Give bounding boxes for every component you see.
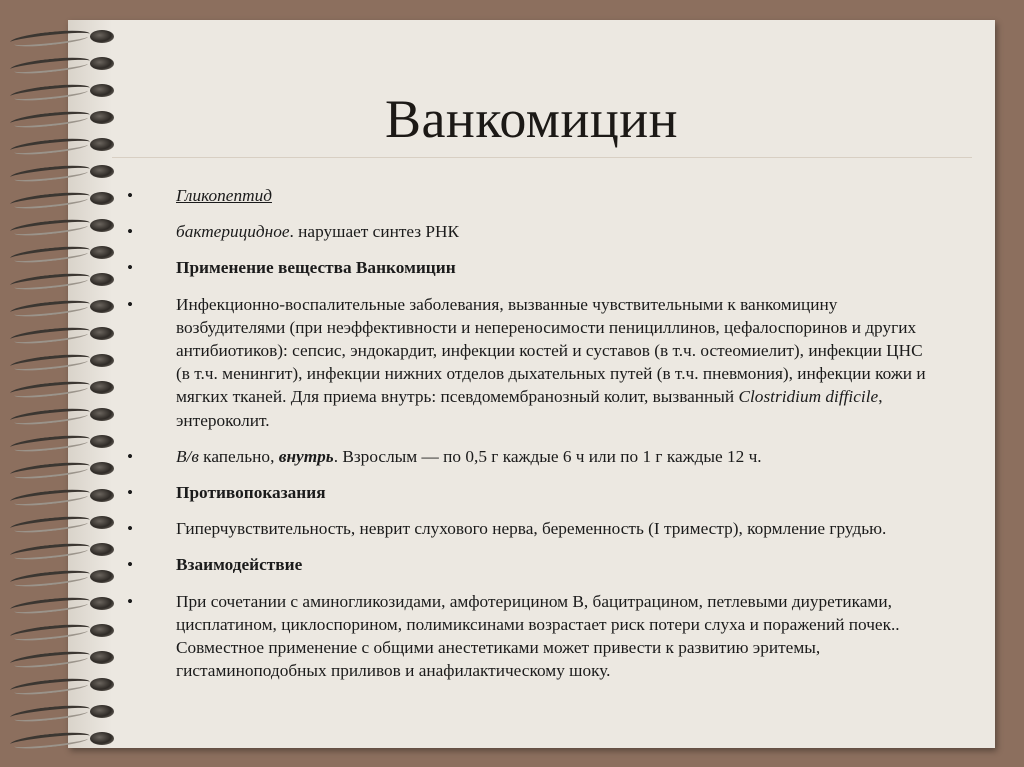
binding-ring	[10, 570, 108, 584]
list-item	[116, 445, 936, 468]
binding-ring	[10, 165, 108, 179]
binding-ring	[10, 624, 108, 638]
item-text: . Взрослым — по 0,5 г каждые 6 ч или по 1 г каждые 12 ч.	[333, 446, 762, 466]
binding-ring	[10, 192, 108, 206]
binding-ring	[10, 516, 108, 530]
binding-ring	[10, 651, 108, 665]
bullet-icon: •	[127, 294, 134, 314]
bullet-icon: •	[127, 555, 134, 575]
binding-ring	[10, 462, 108, 476]
binding-ring	[10, 30, 108, 44]
bullet-icon: •	[127, 258, 134, 278]
binding-ring	[10, 435, 108, 449]
binding-ring	[10, 273, 108, 287]
bullet-icon: •	[127, 483, 134, 503]
binding-ring	[10, 489, 108, 503]
list-item	[116, 256, 936, 279]
list-item	[116, 184, 936, 207]
item-text: капельно,	[198, 446, 279, 466]
item-text: внутрь	[278, 446, 334, 466]
list-item	[116, 553, 936, 576]
binding-ring	[10, 57, 108, 71]
binding-ring	[10, 408, 108, 422]
item-text: В/в	[176, 446, 199, 466]
binding-ring	[10, 732, 108, 746]
section-heading: Взаимодействие	[176, 555, 303, 575]
bullet-icon: •	[127, 222, 134, 242]
slide-title: Ванкомицин	[384, 89, 679, 149]
binding-ring	[10, 354, 108, 368]
item-text: бактерицидное	[176, 222, 290, 242]
bullet-icon: •	[127, 446, 134, 466]
binding-ring	[10, 246, 108, 260]
binding-ring	[10, 138, 108, 152]
item-text: . нарушает синтез РНК	[289, 222, 460, 242]
binding-ring	[10, 543, 108, 557]
binding-ring	[10, 111, 108, 125]
binding-ring	[10, 678, 108, 692]
section-heading: Применение вещества Ванкомицин	[176, 258, 456, 278]
binding-ring	[10, 597, 108, 611]
section-heading: Противопоказания	[176, 483, 326, 503]
list-item	[116, 293, 936, 432]
item-text: Clostridium difficile	[738, 387, 879, 407]
binding-ring	[10, 705, 108, 719]
item-text: Гиперчувствительность, неврит слухового нерва, беременность (I триместр), кормление грудью.	[176, 519, 887, 539]
bullet-icon: •	[127, 186, 134, 205]
bullet-list	[116, 184, 936, 695]
binding-ring	[10, 219, 108, 233]
item-text: , энтероколит.	[176, 387, 883, 430]
binding-ring	[10, 84, 108, 98]
bullet-icon: •	[127, 591, 134, 611]
title-divider	[112, 157, 972, 158]
list-item	[116, 481, 936, 504]
list-item	[116, 590, 936, 683]
binding-ring	[10, 381, 108, 395]
binding-ring	[10, 300, 108, 314]
item-text: Инфекционно-воспалительные заболевания, вызванные чувствительными к ванкомицину возбудителями (при неэффективности и непереносимости пенициллинов, цефалоспоринов и других антибиотиков): сепсис, эндокардит, инфекции костей и суставов (в т.ч. остеомиелит), инфекции ЦНС (в т.ч. менингит), инфекции нижних отделов дыхательных путей (в т.ч. пневмония), инфекции кожи и мягких тканей. Для приема внутрь: псевдомембранозный колит, вызванный	[176, 294, 926, 407]
bullet-icon: •	[127, 519, 134, 539]
item-text: При сочетании с аминогликозидами, амфотерицином В, бацитрацином, петлевыми диуретиками, цисплатином, циклоспорином, полимиксинами возрастает риск потери слуха и поражений почек.. Совместное применение с общими анестетиками может привести к развитию эритемы, гистаминоподобных приливов и анафилактическому шоку.	[176, 591, 900, 681]
binding-ring	[10, 327, 108, 341]
list-item	[116, 517, 936, 540]
item-text: Гликопептид	[176, 186, 272, 205]
list-item	[116, 220, 936, 243]
